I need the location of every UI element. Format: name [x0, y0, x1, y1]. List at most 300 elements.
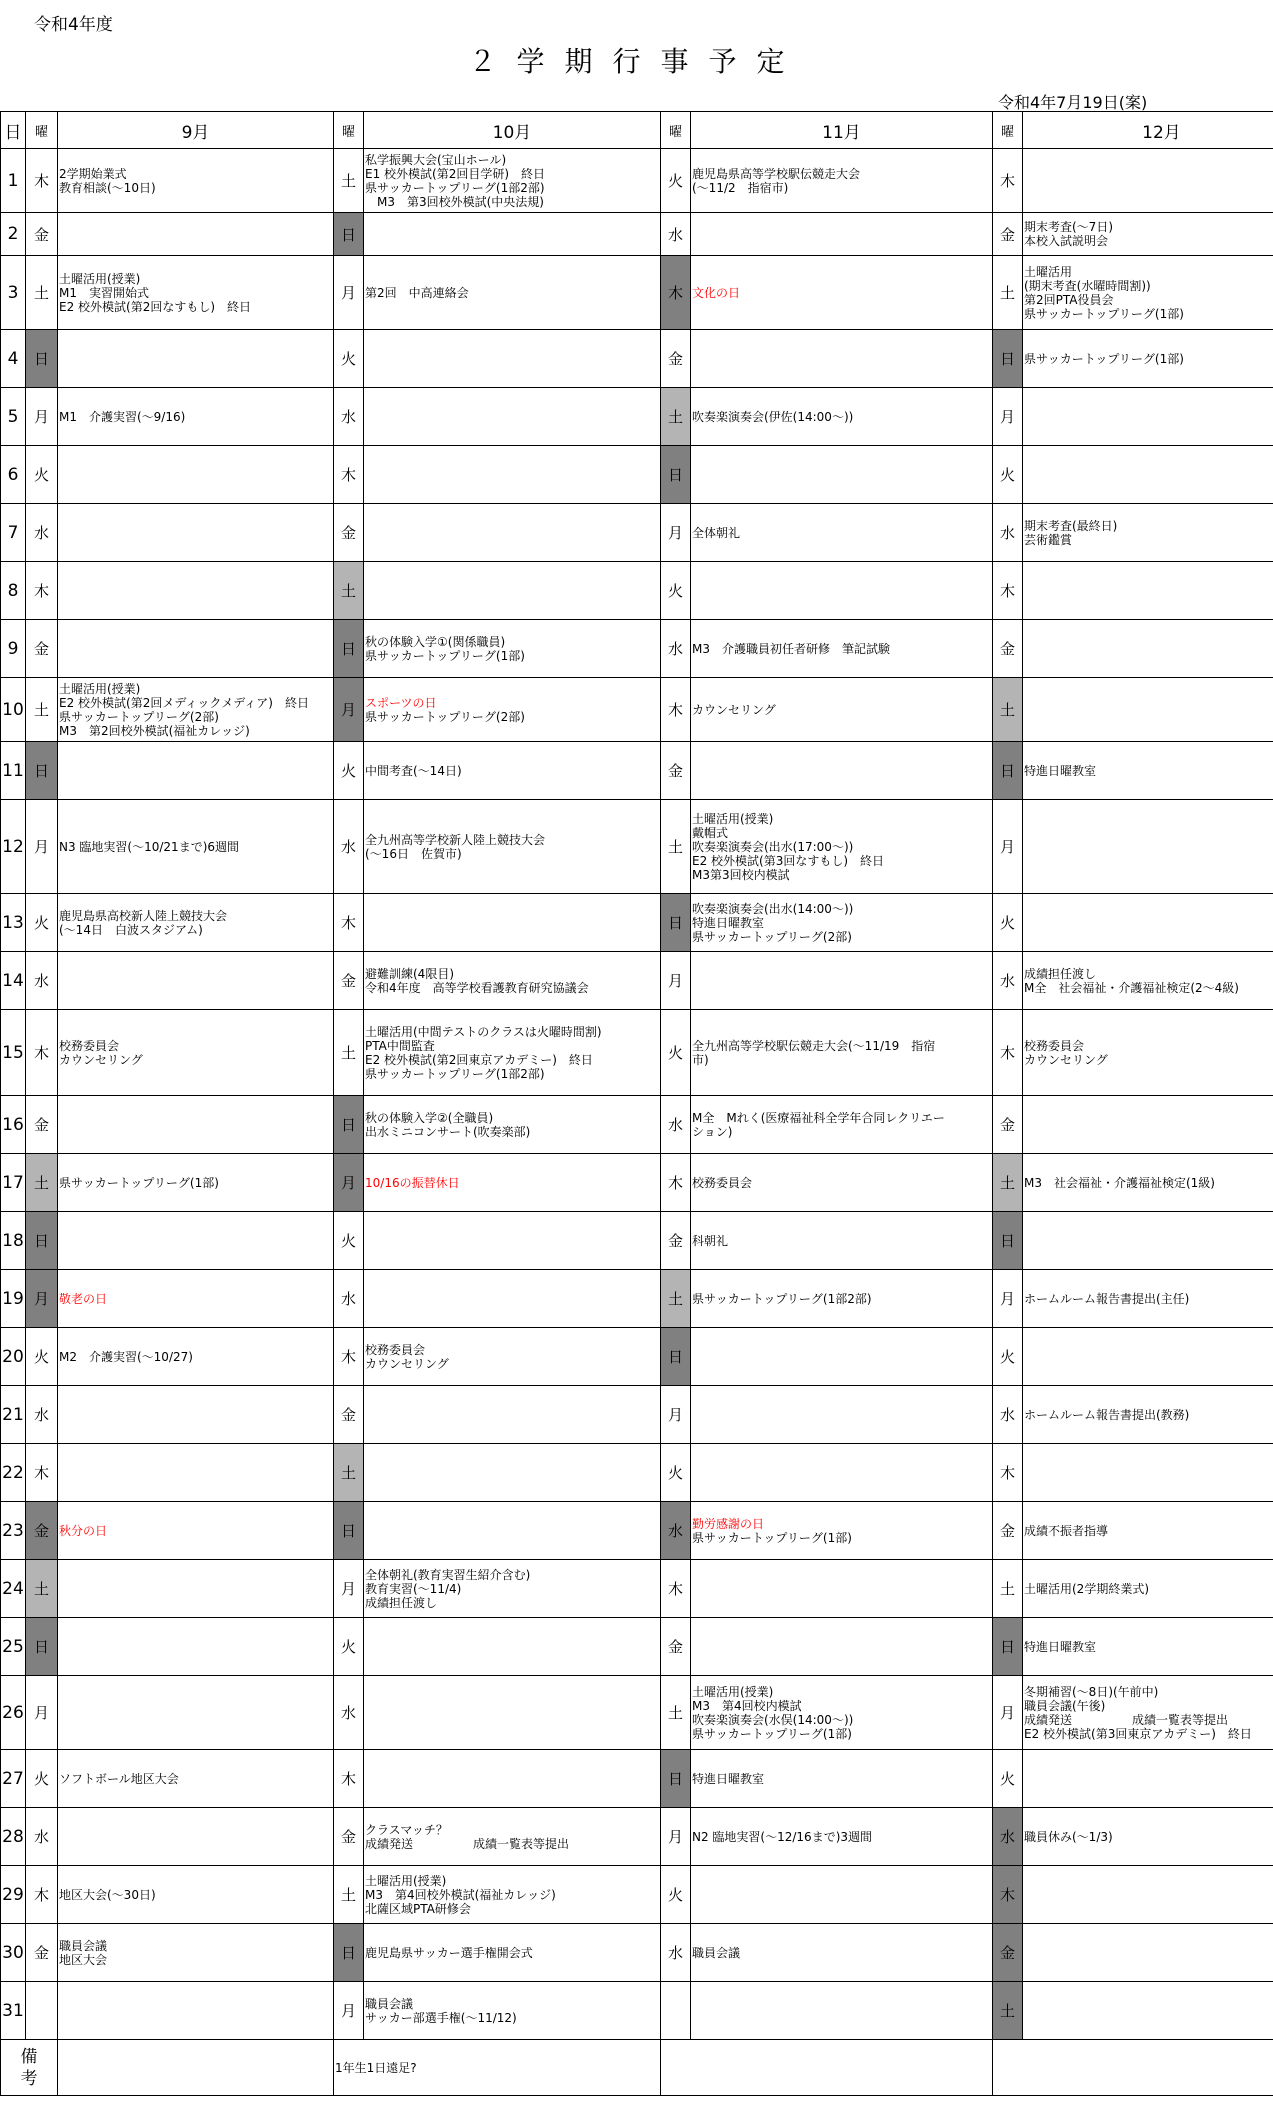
event-line: 県サッカートップリーグ(1部) — [1024, 306, 1184, 321]
event-cell — [691, 1212, 993, 1270]
weekday-cell: 日 — [334, 1502, 364, 1560]
weekday-cell: 木 — [334, 894, 364, 952]
event-line: 期末考査(最終日) — [1024, 518, 1118, 533]
event-cell — [58, 1010, 334, 1096]
event-line: M3 社会福祉・介護福祉検定(1級) — [1024, 1175, 1215, 1190]
event-cell — [364, 330, 661, 388]
day-number: 27 — [1, 1750, 26, 1808]
day-row — [1, 388, 1273, 446]
weekday-cell: 木 — [993, 562, 1023, 620]
event-cell — [691, 800, 993, 894]
event-cell — [58, 678, 334, 742]
weekday-cell: 金 — [993, 1502, 1023, 1560]
event-line: 校務委員会 — [1024, 1038, 1085, 1053]
event-line: 芸術鑑賞 — [1024, 532, 1073, 547]
weekday-cell: 金 — [993, 1924, 1023, 1982]
weekday-cell: 日 — [26, 1212, 58, 1270]
event-line: 成績不振者指導 — [1024, 1523, 1109, 1538]
event-line: 全九州高等学校新人陸上競技大会 — [365, 832, 546, 847]
event-cell — [58, 388, 334, 446]
event-line: M3 第2回校外模試(福祉カレッジ) — [59, 723, 250, 738]
event-line: 秋の体験入学②(全職員) — [365, 1110, 494, 1125]
weekday-cell: 木 — [334, 1750, 364, 1808]
draft-date: 令和4年7月19日(案) — [998, 93, 1148, 112]
weekday-cell: 日 — [993, 1618, 1023, 1676]
weekday-cell: 金 — [661, 330, 691, 388]
event-line: 出水ミニコンサート(吹奏楽部) — [365, 1124, 531, 1139]
event-line: 特進日曜教室 — [1024, 763, 1097, 778]
event-line: M1 介護実習(～9/16) — [59, 409, 186, 424]
weekday-cell: 火 — [334, 330, 364, 388]
event-line: 県サッカートップリーグ(1部) — [59, 1175, 219, 1190]
weekday-cell: 木 — [661, 1154, 691, 1212]
event-cell — [691, 1924, 993, 1982]
event-cell — [1023, 952, 1273, 1010]
event-cell — [58, 1328, 334, 1386]
event-cell — [1023, 1386, 1273, 1444]
remarks-cell: 1年生1日遠足? — [334, 2040, 661, 2096]
event-line: 私学振興大会(宝山ホール) — [365, 152, 507, 167]
event-line: 職員会議 — [59, 1938, 108, 1953]
weekday-cell: 水 — [993, 952, 1023, 1010]
event-cell — [58, 213, 334, 256]
day-number: 7 — [1, 504, 26, 562]
event-line: PTA中間監査 — [365, 1038, 435, 1053]
day-row — [1, 800, 1273, 894]
event-cell — [58, 1560, 334, 1618]
event-cell — [691, 678, 993, 742]
weekday-cell: 金 — [334, 1386, 364, 1444]
event-line: 科朝礼 — [692, 1233, 729, 1248]
weekday-cell: 木 — [26, 562, 58, 620]
event-line: 吹奏楽演奏会(伊佐(14:00～)) — [692, 409, 854, 424]
weekday-cell: 日 — [334, 620, 364, 678]
event-line: E1 校外模試(第2回目学研) 終日 — [365, 166, 546, 181]
day-row — [1, 504, 1273, 562]
event-line: 県サッカートップリーグ(1部2部) — [365, 1066, 545, 1081]
day-number: 29 — [1, 1866, 26, 1924]
event-cell — [58, 1270, 334, 1328]
weekday-cell: 日 — [993, 742, 1023, 800]
event-line: 戴帽式 — [692, 825, 729, 840]
event-cell — [364, 1618, 661, 1676]
event-cell — [364, 1444, 661, 1502]
weekday-cell: 金 — [661, 1212, 691, 1270]
event-cell — [1023, 1924, 1273, 1982]
event-cell — [1023, 1444, 1273, 1502]
event-cell — [58, 330, 334, 388]
event-cell — [58, 562, 334, 620]
weekday-cell: 土 — [334, 1010, 364, 1096]
day-number: 19 — [1, 1270, 26, 1328]
day-number: 24 — [1, 1560, 26, 1618]
weekday-cell — [26, 1982, 58, 2040]
day-number: 12 — [1, 800, 26, 894]
day-number: 10 — [1, 678, 26, 742]
event-line: 県サッカートップリーグ(1部2部) — [365, 180, 545, 195]
event-cell — [1023, 1618, 1273, 1676]
weekday-header: 曜 — [26, 112, 58, 149]
weekday-cell: 火 — [661, 562, 691, 620]
event-cell — [364, 1212, 661, 1270]
weekday-cell: 土 — [334, 1866, 364, 1924]
event-cell — [691, 1618, 993, 1676]
event-line: 期末考査(～7日) — [1024, 220, 1113, 234]
event-cell — [364, 1010, 661, 1096]
event-cell — [364, 1808, 661, 1866]
event-line: M3 第3回校外模試(中央法規) — [365, 194, 544, 209]
weekday-cell: 火 — [993, 446, 1023, 504]
event-cell — [691, 620, 993, 678]
weekday-cell: 月 — [334, 1560, 364, 1618]
weekday-cell: 金 — [993, 620, 1023, 678]
event-cell — [58, 1808, 334, 1866]
weekday-cell: 火 — [334, 742, 364, 800]
weekday-cell: 火 — [661, 1444, 691, 1502]
event-line: 吹奏楽演奏会(出水(17:00～)) — [692, 839, 854, 854]
event-cell — [364, 1750, 661, 1808]
event-cell — [364, 388, 661, 446]
event-line: カウンセリング — [1024, 1052, 1108, 1067]
event-cell — [691, 562, 993, 620]
weekday-cell: 日 — [993, 1212, 1023, 1270]
event-cell — [1023, 1808, 1273, 1866]
event-line: 県サッカートップリーグ(1部) — [1024, 351, 1184, 366]
day-number: 20 — [1, 1328, 26, 1386]
event-line: 土曜活用(授業) — [59, 681, 141, 696]
day-row — [1, 678, 1273, 742]
day-row — [1, 1096, 1273, 1154]
event-line: 県サッカートップリーグ(1部) — [692, 1530, 852, 1545]
weekday-cell: 木 — [661, 678, 691, 742]
weekday-cell: 日 — [661, 1328, 691, 1386]
weekday-cell: 土 — [993, 1560, 1023, 1618]
event-line: 秋分の日 — [59, 1523, 108, 1538]
event-cell — [364, 952, 661, 1010]
event-line: 土曜活用(授業) — [692, 1684, 774, 1699]
event-cell — [1023, 678, 1273, 742]
weekday-cell: 日 — [26, 1618, 58, 1676]
weekday-cell: 金 — [26, 213, 58, 256]
event-cell — [1023, 1866, 1273, 1924]
weekday-cell: 土 — [334, 562, 364, 620]
weekday-cell: 日 — [334, 1924, 364, 1982]
event-cell — [364, 1270, 661, 1328]
day-number: 6 — [1, 446, 26, 504]
day-number: 31 — [1, 1982, 26, 2040]
event-line: 第2回 中高連絡会 — [365, 285, 469, 300]
weekday-cell: 木 — [334, 1328, 364, 1386]
event-cell — [58, 1676, 334, 1750]
weekday-cell: 火 — [334, 1212, 364, 1270]
event-cell — [1023, 446, 1273, 504]
event-line: 県サッカートップリーグ(2部) — [365, 709, 525, 724]
event-cell — [1023, 504, 1273, 562]
weekday-cell: 金 — [661, 1618, 691, 1676]
day-row — [1, 1924, 1273, 1982]
day-row — [1, 562, 1273, 620]
weekday-cell: 日 — [661, 1750, 691, 1808]
weekday-cell: 土 — [993, 1982, 1023, 2040]
event-cell — [58, 149, 334, 213]
event-cell — [364, 1328, 661, 1386]
event-cell — [691, 213, 993, 256]
weekday-cell — [661, 1982, 691, 2040]
day-number: 2 — [1, 213, 26, 256]
event-cell — [58, 1502, 334, 1560]
event-cell — [1023, 620, 1273, 678]
day-number: 15 — [1, 1010, 26, 1096]
day-row — [1, 1154, 1273, 1212]
day-row — [1, 1618, 1273, 1676]
weekday-cell: 土 — [26, 1154, 58, 1212]
event-cell — [58, 1866, 334, 1924]
weekday-cell: 水 — [661, 1502, 691, 1560]
event-line: M3 介護職員初任者研修 筆記試験 — [692, 641, 890, 656]
event-line: 避難訓練(4限目) — [365, 966, 454, 981]
weekday-cell: 火 — [993, 1328, 1023, 1386]
event-line: 土曜活用(2学期終業式) — [1024, 1581, 1149, 1596]
event-cell — [364, 1676, 661, 1750]
event-cell — [58, 800, 334, 894]
weekday-cell: 月 — [26, 1676, 58, 1750]
event-line: ション) — [692, 1124, 733, 1139]
event-line: カウンセリング — [59, 1052, 143, 1067]
event-cell — [58, 952, 334, 1010]
weekday-cell: 土 — [26, 256, 58, 330]
event-cell — [1023, 800, 1273, 894]
weekday-cell: 水 — [661, 1096, 691, 1154]
weekday-cell: 水 — [993, 1386, 1023, 1444]
weekday-cell: 水 — [661, 1924, 691, 1982]
event-cell — [691, 1010, 993, 1096]
event-line: E2 校外模試(第2回東京アカデミー) 終日 — [365, 1052, 593, 1067]
month-header: 11月 — [691, 112, 993, 149]
event-line: 土曜活用(授業) — [692, 811, 774, 826]
header-row — [1, 112, 1273, 149]
weekday-cell: 水 — [661, 213, 691, 256]
weekday-cell: 水 — [334, 1270, 364, 1328]
event-line: 教育実習(～11/4) — [365, 1581, 462, 1596]
day-row — [1, 1750, 1273, 1808]
weekday-cell: 水 — [661, 620, 691, 678]
weekday-cell: 土 — [334, 1444, 364, 1502]
event-cell — [364, 562, 661, 620]
weekday-cell: 火 — [26, 1328, 58, 1386]
event-line: 鹿児島県高等学校駅伝競走大会 — [692, 166, 861, 181]
event-line: 成績担任渡し — [365, 1595, 438, 1610]
day-row — [1, 1010, 1273, 1096]
weekday-cell: 月 — [334, 256, 364, 330]
event-cell — [1023, 1676, 1273, 1750]
day-number: 17 — [1, 1154, 26, 1212]
event-line: 全体朝礼 — [692, 525, 741, 540]
event-line: M1 実習開始式 — [59, 285, 149, 300]
event-line: サッカー部選手権(～11/12) — [365, 2010, 517, 2025]
day-number: 8 — [1, 562, 26, 620]
event-line: M3第3回校内模試 — [692, 867, 790, 882]
day-row — [1, 149, 1273, 213]
event-cell — [58, 1618, 334, 1676]
weekday-cell: 金 — [26, 1096, 58, 1154]
event-line: 10/16の振替休日 — [365, 1175, 460, 1190]
day-row — [1, 742, 1273, 800]
weekday-cell: 木 — [993, 1866, 1023, 1924]
event-line: M全 社会福祉・介護福祉検定(2～4級) — [1024, 980, 1239, 995]
event-cell — [691, 330, 993, 388]
weekday-cell: 木 — [26, 1010, 58, 1096]
day-row — [1, 1386, 1273, 1444]
weekday-cell: 金 — [26, 620, 58, 678]
event-cell — [58, 1924, 334, 1982]
weekday-cell: 水 — [334, 800, 364, 894]
weekday-cell: 金 — [334, 952, 364, 1010]
event-cell — [691, 1270, 993, 1328]
weekday-cell: 土 — [661, 1676, 691, 1750]
event-cell — [364, 213, 661, 256]
event-line: M全 Mれく(医療福祉科全学年合同レクリエー — [692, 1110, 945, 1125]
event-cell — [58, 1444, 334, 1502]
weekday-cell: 月 — [334, 1154, 364, 1212]
event-line: ホームルーム報告書提出(教務) — [1024, 1407, 1190, 1422]
event-cell — [58, 1212, 334, 1270]
event-line: (～11/2 指宿市) — [692, 180, 789, 195]
event-cell — [364, 678, 661, 742]
weekday-cell: 金 — [26, 1924, 58, 1982]
event-line: (～16日 佐賀市) — [365, 846, 462, 861]
day-row — [1, 1444, 1273, 1502]
day-number: 13 — [1, 894, 26, 952]
event-line: 文化の日 — [692, 285, 741, 300]
weekday-cell: 日 — [334, 1096, 364, 1154]
event-line: 校務委員会 — [692, 1175, 753, 1190]
event-cell — [1023, 149, 1273, 213]
remarks-cell — [58, 2040, 334, 2096]
weekday-cell: 木 — [661, 256, 691, 330]
day-number: 23 — [1, 1502, 26, 1560]
event-line: 令和4年度 高等学校看護教育研究協議会 — [365, 980, 589, 995]
event-line: 特進日曜教室 — [692, 915, 765, 930]
weekday-cell: 日 — [334, 213, 364, 256]
event-line: 吹奏楽演奏会(水俣(14:00～)) — [692, 1712, 854, 1727]
event-line: M2 介護実習(～10/27) — [59, 1349, 193, 1364]
weekday-cell: 金 — [993, 1096, 1023, 1154]
event-line: 北薩区域PTA研修会 — [365, 1901, 471, 1916]
weekday-cell: 土 — [661, 800, 691, 894]
event-cell — [691, 894, 993, 952]
event-cell — [58, 504, 334, 562]
day-number: 28 — [1, 1808, 26, 1866]
day-number: 26 — [1, 1676, 26, 1750]
weekday-cell: 月 — [26, 800, 58, 894]
weekday-cell: 金 — [334, 504, 364, 562]
weekday-cell: 水 — [993, 504, 1023, 562]
day-row — [1, 213, 1273, 256]
event-cell — [691, 256, 993, 330]
event-cell — [1023, 1750, 1273, 1808]
event-cell — [691, 1386, 993, 1444]
event-cell — [58, 1154, 334, 1212]
event-line: E2 校外模試(第2回メディックメディア) 終日 — [59, 695, 309, 710]
event-line: 土曜活用 — [1024, 264, 1073, 279]
event-cell — [1023, 1096, 1273, 1154]
weekday-cell: 木 — [334, 446, 364, 504]
event-line: 県サッカートップリーグ(1部) — [365, 648, 525, 663]
event-line: 成績発送 成績一覧表等提出 — [365, 1836, 570, 1851]
event-cell — [691, 1750, 993, 1808]
event-line: カウンセリング — [365, 1356, 449, 1371]
event-line: M3 第4回校内模試 — [692, 1698, 802, 1713]
day-number: 18 — [1, 1212, 26, 1270]
event-line: 職員休み(～1/3) — [1024, 1829, 1113, 1844]
event-line: (～14日 白波スタジアム) — [59, 922, 203, 937]
event-line: 特進日曜教室 — [692, 1771, 765, 1786]
weekday-cell: 日 — [661, 894, 691, 952]
event-cell — [1023, 1328, 1273, 1386]
weekday-cell: 火 — [334, 1618, 364, 1676]
day-number: 9 — [1, 620, 26, 678]
event-cell — [58, 894, 334, 952]
event-line: 成績発送 成績一覧表等提出 — [1024, 1712, 1229, 1727]
event-line: (期末考査(水曜時間割)) — [1024, 278, 1151, 293]
weekday-cell: 金 — [661, 742, 691, 800]
weekday-cell: 月 — [661, 504, 691, 562]
weekday-cell: 月 — [661, 1808, 691, 1866]
event-cell — [691, 1866, 993, 1924]
event-line: 教育相談(～10日) — [59, 180, 156, 195]
weekday-cell: 木 — [661, 1560, 691, 1618]
weekday-cell: 月 — [26, 1270, 58, 1328]
event-cell — [1023, 256, 1273, 330]
event-cell — [58, 1096, 334, 1154]
event-line: カウンセリング — [692, 702, 776, 717]
day-row — [1, 1328, 1273, 1386]
event-cell — [364, 1982, 661, 2040]
event-cell — [691, 952, 993, 1010]
event-cell — [691, 149, 993, 213]
event-line: E2 校外模試(第2回なすもし) 終日 — [59, 299, 252, 314]
event-cell — [1023, 1212, 1273, 1270]
event-cell — [1023, 213, 1273, 256]
weekday-cell: 水 — [26, 1386, 58, 1444]
event-cell — [58, 256, 334, 330]
event-cell — [364, 894, 661, 952]
weekday-cell: 日 — [993, 330, 1023, 388]
day-number: 21 — [1, 1386, 26, 1444]
weekday-cell: 月 — [661, 952, 691, 1010]
event-cell — [691, 1560, 993, 1618]
weekday-cell: 水 — [26, 952, 58, 1010]
day-number: 1 — [1, 149, 26, 213]
weekday-cell: 木 — [26, 1444, 58, 1502]
event-cell — [364, 1154, 661, 1212]
day-row — [1, 952, 1273, 1010]
event-cell — [364, 1386, 661, 1444]
weekday-cell: 月 — [26, 388, 58, 446]
month-header: 9月 — [58, 112, 334, 149]
weekday-cell: 金 — [993, 213, 1023, 256]
remarks-cell — [661, 2040, 993, 2096]
weekday-cell: 土 — [26, 678, 58, 742]
event-cell — [691, 446, 993, 504]
weekday-cell: 木 — [26, 1866, 58, 1924]
event-line: E2 校外模試(第3回なすもし) 終日 — [692, 853, 885, 868]
event-cell — [364, 446, 661, 504]
event-line: 敬老の日 — [59, 1291, 108, 1306]
weekday-cell: 月 — [993, 388, 1023, 446]
day-row — [1, 1502, 1273, 1560]
event-line: 地区大会(～30日) — [59, 1887, 156, 1902]
